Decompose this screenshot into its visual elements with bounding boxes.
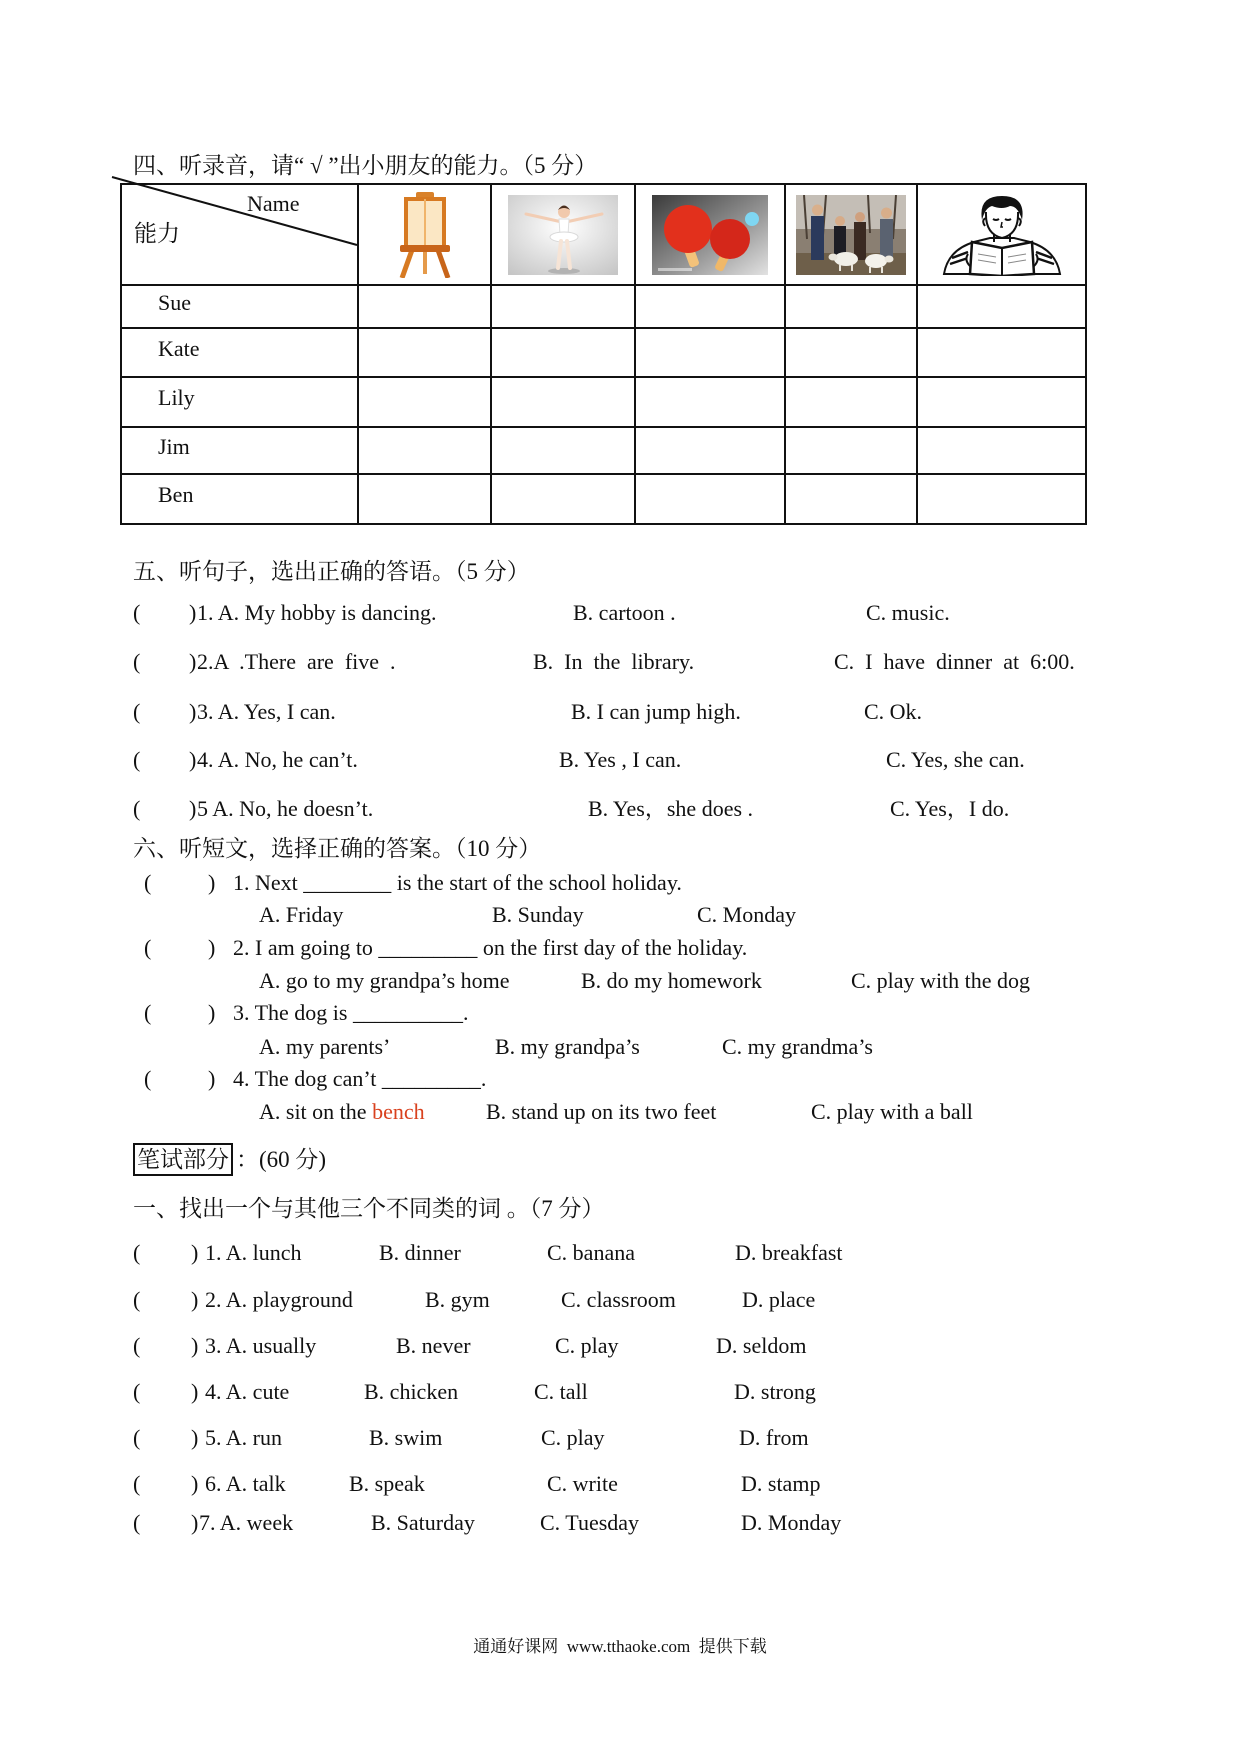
option-c: C. I have dinner at 6:00.: [834, 649, 1075, 674]
option-b: B. gym: [425, 1287, 490, 1312]
header-diagonal-divider: [100, 170, 360, 250]
option-c: C. classroom: [561, 1287, 676, 1312]
tick-cell: [635, 377, 785, 427]
answer-bracket-close: ): [189, 747, 197, 772]
odd-one-out-question-1: [0, 1240, 1240, 1266]
table-row: [121, 427, 1086, 474]
question-stem: 1. A. lunch: [205, 1240, 302, 1265]
option-b: B. swim: [369, 1425, 443, 1450]
answer-bracket-close: ): [189, 649, 197, 674]
ballet-dancer-picture: [491, 184, 635, 285]
answer-bracket-open: (: [133, 1510, 141, 1535]
option-a: A. my parents’: [259, 1034, 391, 1059]
option-c: C. my grandma’s: [722, 1034, 873, 1059]
answer-bracket-close: ): [208, 1066, 216, 1091]
answer-bracket-close: ): [191, 1240, 199, 1265]
written-part-score: ：(60 分): [236, 1147, 327, 1172]
question-stem: 2.A .There are five .: [197, 649, 396, 674]
sentence-question-5: [0, 796, 1240, 822]
ping-pong-picture: [635, 184, 785, 285]
tick-cell: [635, 328, 785, 377]
option-c: C. banana: [547, 1240, 635, 1265]
option-b: B. I can jump high.: [571, 699, 741, 724]
answer-bracket-open: (: [133, 1240, 141, 1265]
table-header-ability: 能力: [134, 221, 180, 246]
sentence-question-4: [0, 747, 1240, 773]
tick-cell: [917, 285, 1086, 328]
option-b: B. cartoon .: [573, 600, 676, 625]
easel-icon: [394, 192, 456, 278]
passage-question-2: [0, 935, 1240, 961]
option-c: C. play: [555, 1333, 619, 1358]
tick-cell: [358, 474, 491, 524]
answer-bracket-close: ): [191, 1287, 199, 1312]
people-with-sheep-icon: [796, 195, 906, 275]
tick-cell: [785, 285, 917, 328]
option-c: C. play: [541, 1425, 605, 1450]
answer-bracket-open: (: [133, 600, 141, 625]
name-cell-kate: Kate: [121, 328, 358, 377]
answer-bracket-close: ): [208, 870, 216, 895]
option-c: C. Tuesday: [540, 1510, 640, 1535]
written-part-label: 笔试部分: [133, 1143, 233, 1176]
table-header-name: Name: [247, 191, 300, 216]
tick-cell: [358, 285, 491, 328]
answer-bracket-close: ): [189, 699, 197, 724]
odd-one-out-question-5: [0, 1425, 1240, 1451]
boy-reading-picture: [917, 184, 1086, 285]
sentence-question-3: [0, 699, 1240, 725]
option-d: D. breakfast: [735, 1240, 843, 1265]
page-footer: 通通好课网 www.tthaoke.com 提供下载: [473, 1637, 767, 1656]
tick-cell: [635, 427, 785, 474]
highlighted-word: bench: [372, 1099, 425, 1124]
answer-bracket-open: (: [133, 1425, 141, 1450]
name-cell-sue: Sue: [121, 285, 358, 328]
tick-cell: [785, 328, 917, 377]
tick-cell: [785, 474, 917, 524]
boy-reading-icon: [938, 194, 1066, 276]
answer-bracket-close: ): [191, 1425, 199, 1450]
table-row: [121, 285, 1086, 328]
option-b: B. Saturday: [371, 1510, 475, 1535]
option-b: B. In the library.: [533, 649, 695, 674]
option-b: B. Yes，she does .: [588, 796, 754, 821]
passage-options-4: [0, 1099, 1240, 1125]
question-stem: 3. A. Yes, I can.: [197, 699, 336, 724]
answer-bracket-close: ): [189, 600, 197, 625]
option-b: B. dinner: [379, 1240, 461, 1265]
option-b: B. my grandpa’s: [495, 1034, 640, 1059]
answer-bracket-open: (: [133, 747, 141, 772]
tick-cell: [635, 285, 785, 328]
table-row: [121, 377, 1086, 427]
easel-picture: [358, 184, 491, 285]
tick-cell: [358, 328, 491, 377]
answer-bracket-open: (: [133, 1333, 141, 1358]
passage-options-3: [0, 1034, 1240, 1060]
option-a: A. go to my grandpa’s home: [259, 968, 510, 993]
answer-bracket-open: (: [133, 1379, 141, 1404]
answer-bracket-close: ): [191, 1333, 199, 1358]
option-c: C. write: [547, 1471, 618, 1496]
tick-cell: [917, 427, 1086, 474]
answer-bracket-open: (: [144, 870, 152, 895]
tick-cell: [358, 427, 491, 474]
passage-options-2: [0, 968, 1240, 994]
tick-cell: [358, 377, 491, 427]
people-with-sheep-picture: [785, 184, 917, 285]
option-d: D. place: [742, 1287, 816, 1312]
tick-cell: [635, 474, 785, 524]
question-stem: 2. I am going to _________ on the first day of the holiday.: [233, 935, 748, 960]
answer-bracket-close: ): [191, 1379, 199, 1404]
tick-cell: [917, 474, 1086, 524]
answer-bracket-open: (: [133, 796, 141, 821]
option-d: D. stamp: [741, 1471, 821, 1496]
table-row: [121, 328, 1086, 377]
answer-bracket-open: (: [144, 935, 152, 960]
name-cell-lily: Lily: [121, 377, 358, 427]
passage-question-3: [0, 1000, 1240, 1026]
option-c: C. play with the dog: [851, 968, 1031, 993]
option-b: B. chicken: [364, 1379, 459, 1404]
option-a-text: A. sit on the: [259, 1099, 373, 1124]
question-stem: 2. A. playground: [205, 1287, 353, 1312]
section1-title: 一、找出一个与其他三个不同类的词 。（7 分）: [133, 1196, 605, 1221]
passage-question-4: [0, 1066, 1240, 1092]
question-stem: 5. A. run: [205, 1425, 282, 1450]
question-stem: 5 A. No, he doesn’t.: [197, 796, 374, 821]
option-c: C. play with a ball: [811, 1099, 973, 1124]
name-cell-ben: Ben: [121, 474, 358, 524]
answer-bracket-open: (: [133, 1471, 141, 1496]
tick-cell: [785, 377, 917, 427]
name-cell-jim: Jim: [121, 427, 358, 474]
option-a: [259, 1099, 425, 1125]
answer-bracket-close: ): [208, 1000, 216, 1025]
table-row: [121, 474, 1086, 524]
answer-bracket-close: ): [189, 796, 197, 821]
question-stem: 7. A. week: [199, 1510, 294, 1535]
section4-title: 四、听录音，请“ √ ”出小朋友的能力。（5 分）: [133, 153, 598, 178]
option-d: D. strong: [734, 1379, 816, 1404]
answer-bracket-open: (: [133, 1287, 141, 1312]
odd-one-out-question-2: [0, 1287, 1240, 1313]
option-b: B. never: [396, 1333, 471, 1358]
ping-pong-paddles-icon: [652, 195, 768, 275]
tick-cell: [491, 474, 635, 524]
option-b: B. speak: [349, 1471, 425, 1496]
question-stem: 1. A. My hobby is dancing.: [197, 600, 437, 625]
answer-bracket-close: ): [191, 1510, 199, 1535]
answer-bracket-close: ): [191, 1471, 199, 1496]
passage-options-1: [0, 902, 1240, 928]
option-b: B. Yes , I can.: [559, 747, 682, 772]
option-a: A. Friday: [259, 902, 344, 927]
answer-bracket-open: (: [133, 699, 141, 724]
odd-one-out-question-4: [0, 1379, 1240, 1405]
option-d: D. Monday: [741, 1510, 842, 1535]
section5-title: 五、听句子，选出正确的答语。（5 分）: [133, 559, 530, 584]
sentence-question-2: [0, 649, 1240, 675]
option-c: C. Yes, she can.: [886, 747, 1025, 772]
question-stem: 1. Next ________ is the start of the school holiday.: [233, 870, 682, 895]
answer-bracket-open: (: [133, 649, 141, 674]
tick-cell: [785, 427, 917, 474]
section6-title: 六、听短文，选择正确的答案。（10 分）: [133, 836, 542, 861]
option-c: C. music.: [866, 600, 950, 625]
option-b: B. do my homework: [581, 968, 762, 993]
option-c: C. tall: [534, 1379, 588, 1404]
option-d: D. from: [739, 1425, 809, 1450]
ballet-dancer-icon: [508, 195, 618, 275]
odd-one-out-question-6: [0, 1471, 1240, 1497]
odd-one-out-question-3: [0, 1333, 1240, 1359]
question-stem: 4. A. cute: [205, 1379, 290, 1404]
tick-cell: [917, 377, 1086, 427]
option-b: B. Sunday: [492, 902, 584, 927]
option-c: C. Yes，I do.: [890, 796, 1010, 821]
tick-cell: [491, 285, 635, 328]
sentence-question-1: [0, 600, 1240, 626]
option-c: C. Monday: [697, 902, 796, 927]
tick-cell: [491, 427, 635, 474]
option-b: B. stand up on its two feet: [486, 1099, 717, 1124]
odd-one-out-question-7: [0, 1510, 1240, 1536]
question-stem: 6. A. talk: [205, 1471, 286, 1496]
tick-cell: [491, 377, 635, 427]
answer-bracket-close: ): [208, 935, 216, 960]
question-stem: 4. The dog can’t _________.: [233, 1066, 487, 1091]
option-d: D. seldom: [716, 1333, 807, 1358]
answer-bracket-open: (: [144, 1066, 152, 1091]
question-stem: 4. A. No, he can’t.: [197, 747, 358, 772]
tick-cell: [917, 328, 1086, 377]
question-stem: 3. The dog is __________.: [233, 1000, 469, 1025]
option-c: C. Ok.: [864, 699, 923, 724]
passage-question-1: [0, 870, 1240, 896]
answer-bracket-open: (: [144, 1000, 152, 1025]
tick-cell: [491, 328, 635, 377]
question-stem: 3. A. usually: [205, 1333, 317, 1358]
